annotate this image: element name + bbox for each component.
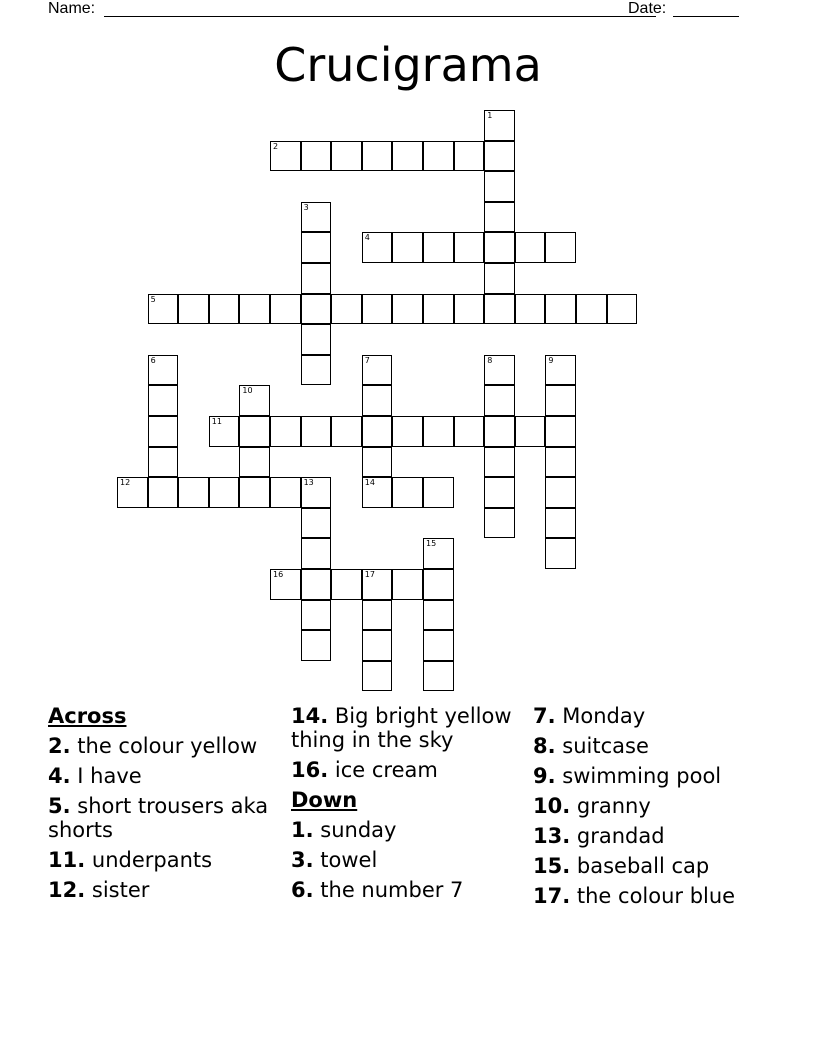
clue-item	[533, 854, 783, 878]
crossword-cell[interactable]	[148, 447, 179, 478]
crossword-cell[interactable]	[301, 600, 332, 631]
clue-item-text: Big bright yellow thing in the sky	[291, 704, 512, 752]
crossword-cell[interactable]	[484, 416, 515, 447]
crossword-cell[interactable]	[545, 508, 576, 539]
crossword-cell[interactable]	[484, 171, 515, 202]
crossword-cell[interactable]	[484, 355, 515, 386]
crossword-cell[interactable]	[270, 416, 301, 447]
clue-item-number: 1.	[291, 818, 314, 842]
crossword-cell[interactable]	[362, 661, 393, 692]
clue-item	[48, 848, 288, 872]
clue-item-number: 6.	[291, 878, 314, 902]
clue-column-1	[48, 704, 288, 908]
section-heading-across: Across	[48, 704, 127, 728]
clue-item	[291, 758, 531, 782]
clue-item-text: the colour yellow	[70, 734, 258, 758]
crossword-cell[interactable]	[484, 447, 515, 478]
clue-item-text: suitcase	[555, 734, 649, 758]
crossword-cell[interactable]	[270, 569, 301, 600]
clue-number: 10	[242, 386, 253, 396]
clue-number: 11	[211, 417, 222, 426]
clue-item-number: 9.	[533, 764, 556, 788]
crossword-cell[interactable]	[515, 232, 546, 263]
crossword-cell[interactable]	[423, 661, 454, 692]
clue-item-text: swimming pool	[555, 764, 722, 788]
clue-item-number: 2.	[48, 734, 71, 758]
crossword-cell[interactable]	[270, 294, 301, 325]
crossword-cell[interactable]	[484, 110, 515, 141]
clue-number: 6	[150, 355, 156, 365]
crossword-cell[interactable]	[545, 385, 576, 416]
crossword-cell[interactable]	[545, 538, 576, 569]
crossword-cell[interactable]	[362, 141, 393, 172]
crossword-cell[interactable]	[545, 447, 576, 478]
crossword-cell[interactable]	[423, 141, 454, 172]
clue-item	[48, 764, 288, 788]
clue-item-number: 3.	[291, 848, 314, 872]
crossword-cell[interactable]	[484, 385, 515, 416]
crossword-cell[interactable]	[515, 416, 546, 447]
clue-item-number: 7.	[533, 704, 556, 728]
clue-number: 16	[273, 570, 284, 579]
clue-number: 4	[364, 233, 370, 243]
clue-number: 13	[303, 478, 314, 488]
crossword-cell[interactable]	[301, 508, 332, 539]
crossword-cell[interactable]	[301, 324, 332, 355]
crossword-cell[interactable]	[454, 416, 485, 447]
clue-item	[533, 884, 783, 908]
clue-item-text: I have	[70, 764, 142, 788]
crossword-cell[interactable]	[239, 416, 270, 447]
crossword-cell[interactable]	[392, 294, 423, 325]
clue-number: 1	[487, 111, 493, 120]
crossword-cell[interactable]	[484, 141, 515, 172]
crossword-cell[interactable]	[301, 477, 332, 508]
crossword-cell[interactable]	[423, 294, 454, 325]
clue-item	[533, 734, 783, 758]
clue-number: 14	[364, 478, 375, 488]
crossword-cell[interactable]	[607, 294, 638, 325]
crossword-cell[interactable]	[301, 232, 332, 263]
crossword-cell[interactable]	[148, 477, 179, 508]
clue-item	[48, 794, 288, 842]
clue-item-number: 10.	[533, 794, 571, 818]
crossword-cell[interactable]	[362, 569, 393, 600]
crossword-cell[interactable]	[239, 447, 270, 478]
clue-item	[291, 818, 531, 842]
crossword-cell[interactable]	[362, 447, 393, 478]
clue-item-text: baseball cap	[570, 854, 710, 878]
clue-item-text: towel	[313, 848, 378, 872]
crossword-grid	[117, 110, 639, 694]
crossword-cell[interactable]	[301, 630, 332, 661]
crossword-cell[interactable]	[362, 477, 393, 508]
crossword-cell[interactable]	[270, 477, 301, 508]
crossword-cell[interactable]	[362, 232, 393, 263]
crossword-cell[interactable]	[209, 294, 240, 325]
crossword-cell[interactable]	[301, 141, 332, 172]
clue-item-number: 17.	[533, 884, 571, 908]
crossword-cell[interactable]	[331, 569, 362, 600]
crossword-cell[interactable]	[362, 294, 393, 325]
name-label: Name:	[48, 0, 96, 17]
clue-item-number: 13.	[533, 824, 571, 848]
clue-column-2	[291, 704, 531, 908]
clue-item-number: 8.	[533, 734, 556, 758]
crossword-cell[interactable]	[454, 294, 485, 325]
clue-item-text: the number 7	[313, 878, 464, 902]
name-field[interactable]	[104, 16, 656, 17]
clue-item	[291, 704, 531, 752]
crossword-cell[interactable]	[423, 569, 454, 600]
clue-item-text: ice cream	[328, 758, 438, 782]
crossword-cell[interactable]	[484, 508, 515, 539]
crossword-cell[interactable]	[423, 630, 454, 661]
crossword-cell[interactable]	[362, 630, 393, 661]
clue-item-text: granny	[570, 794, 651, 818]
crossword-cell[interactable]	[454, 232, 485, 263]
clue-number: 15	[426, 539, 437, 549]
clue-item-number: 14.	[291, 704, 329, 728]
clue-column-3	[533, 704, 783, 914]
crossword-cell[interactable]	[392, 416, 423, 447]
crossword-cell[interactable]	[545, 355, 576, 386]
crossword-cell[interactable]	[209, 416, 240, 447]
crossword-cell[interactable]	[331, 294, 362, 325]
crossword-cell[interactable]	[392, 569, 423, 600]
clue-item-text: the colour blue	[570, 884, 736, 908]
crossword-cell[interactable]	[423, 477, 454, 508]
crossword-cell[interactable]	[545, 294, 576, 325]
crossword-cell[interactable]	[545, 416, 576, 447]
crossword-cell[interactable]	[392, 141, 423, 172]
crossword-cell[interactable]	[362, 385, 393, 416]
crossword-cell[interactable]	[362, 416, 393, 447]
crossword-cell[interactable]	[331, 141, 362, 172]
crossword-cell[interactable]	[454, 141, 485, 172]
crossword-cell[interactable]	[484, 232, 515, 263]
clue-item-text: Monday	[555, 704, 646, 728]
crossword-cell[interactable]	[117, 477, 148, 508]
crossword-cell[interactable]	[239, 477, 270, 508]
crossword-cell[interactable]	[515, 294, 546, 325]
clue-number: 2	[273, 141, 279, 151]
crossword-cell[interactable]	[239, 385, 270, 416]
crossword-cell[interactable]	[178, 477, 209, 508]
clue-item-text: short trousers aka shorts	[48, 794, 269, 842]
date-label: Date:	[628, 0, 667, 17]
clue-item-number: 5.	[48, 794, 71, 818]
crossword-cell[interactable]	[484, 477, 515, 508]
clue-item	[533, 704, 783, 728]
crossword-cell[interactable]	[576, 294, 607, 325]
crossword-cell[interactable]	[484, 263, 515, 294]
clue-number: 17	[364, 570, 375, 579]
clue-number: 9	[548, 355, 554, 365]
crossword-cell[interactable]	[301, 538, 332, 569]
crossword-cell[interactable]	[545, 232, 576, 263]
crossword-cell[interactable]	[484, 202, 515, 233]
crossword-cell[interactable]	[301, 263, 332, 294]
section-heading-down: Down	[291, 788, 358, 812]
crossword-cell[interactable]	[209, 477, 240, 508]
crossword-cell[interactable]	[545, 477, 576, 508]
crossword-cell[interactable]	[148, 385, 179, 416]
clue-number: 7	[364, 355, 370, 365]
clue-item	[291, 878, 531, 902]
clue-number: 8	[487, 355, 493, 365]
clue-number: 5	[150, 294, 156, 304]
crossword-cell[interactable]	[423, 416, 454, 447]
clue-item-number: 16.	[291, 758, 329, 782]
page-title: Crucigrama	[274, 38, 542, 92]
crossword-cell[interactable]	[301, 294, 332, 325]
crossword-cell[interactable]	[270, 141, 301, 172]
crossword-cell[interactable]	[301, 569, 332, 600]
crossword-cell[interactable]	[148, 294, 179, 325]
crossword-cell[interactable]	[148, 416, 179, 447]
clue-item	[533, 824, 783, 848]
crossword-cell[interactable]	[362, 600, 393, 631]
crossword-cell[interactable]	[362, 355, 393, 386]
crossword-cell[interactable]	[301, 416, 332, 447]
crossword-cell[interactable]	[423, 600, 454, 631]
clue-item-number: 4.	[48, 764, 71, 788]
crossword-cell[interactable]	[239, 294, 270, 325]
crossword-cell[interactable]	[423, 232, 454, 263]
clue-number: 3	[303, 202, 309, 212]
crossword-cell[interactable]	[301, 202, 332, 233]
crossword-cell[interactable]	[301, 355, 332, 386]
clue-item-number: 12.	[48, 878, 86, 902]
clue-item	[533, 764, 783, 788]
clue-item-number: 15.	[533, 854, 571, 878]
clue-item	[48, 878, 288, 902]
clue-item	[291, 848, 531, 872]
name-date-line	[48, 0, 740, 20]
crossword-cell[interactable]	[148, 355, 179, 386]
crossword-cell[interactable]	[484, 294, 515, 325]
date-field[interactable]	[673, 16, 739, 17]
crossword-cell[interactable]	[423, 538, 454, 569]
clue-item-text: grandad	[570, 824, 665, 848]
clue-number: 12	[120, 478, 131, 488]
crossword-cell[interactable]	[392, 477, 423, 508]
clue-item-text: underpants	[85, 848, 213, 872]
clue-item-text: sister	[85, 878, 150, 902]
clue-item-number: 11.	[48, 848, 86, 872]
clue-item-text: sunday	[313, 818, 397, 842]
clue-item	[48, 734, 288, 758]
crossword-cell[interactable]	[178, 294, 209, 325]
clue-item	[533, 794, 783, 818]
crossword-cell[interactable]	[392, 232, 423, 263]
crossword-cell[interactable]	[331, 416, 362, 447]
